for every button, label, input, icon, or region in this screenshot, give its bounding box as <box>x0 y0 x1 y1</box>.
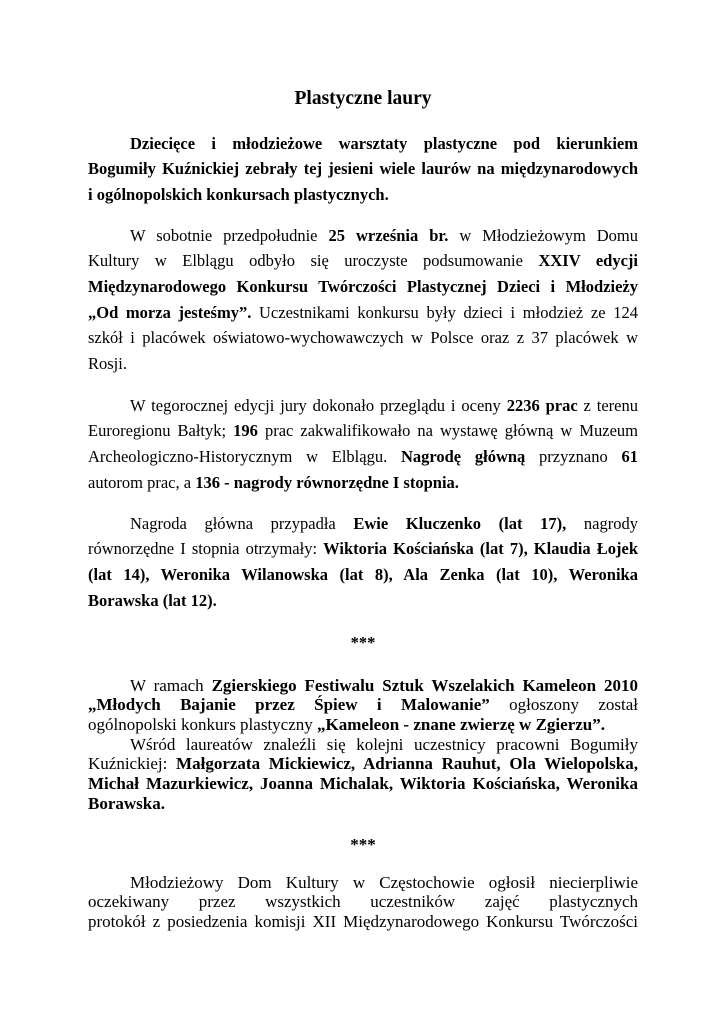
bold-text-run: Dziecięce i młodzieżowe warsztaty plastyczne pod kierunkiem <box>130 133 638 153</box>
bold-text-run: „Kameleon - znane zwierzę w Zgierzu”. <box>317 714 605 734</box>
text-run: W sobotnie przedpołudnie <box>130 225 329 245</box>
bold-text-run: XXIV edycji <box>538 251 638 271</box>
paragraph-line <box>88 511 638 537</box>
text-run: Kultury w Elblągu odbyło się uroczyste podsumowanie <box>88 251 539 271</box>
text-run: Młodzieżowy Dom Kultury w Częstochowie ogłosił niecierpliwie <box>130 872 638 892</box>
paragraph <box>88 511 638 614</box>
paragraph-line <box>88 735 638 755</box>
text-run: Uczestnikami konkursu były dzieci i młodzież ze 124 <box>251 302 638 322</box>
section-separator: *** <box>350 633 376 652</box>
bold-text-run: Bogumiły Kuźnickiej zebrały tej jesieni wiele laurów na międzynarodowych <box>88 159 638 179</box>
bold-text-run: 136 - nagrody równorzędne I stopnia. <box>195 472 459 492</box>
paragraph-line <box>88 444 638 470</box>
paragraph-line <box>88 588 638 614</box>
paragraph-line <box>88 223 638 249</box>
paragraph <box>88 676 638 735</box>
text-run: autorom prac, a <box>88 472 196 492</box>
bold-text-run: Zgierskiego Festiwalu Sztuk Wszelakich Kameleon 2010 <box>211 675 638 695</box>
paragraph-line <box>88 774 638 794</box>
text-run: przyznano <box>525 446 622 466</box>
bold-text-run: 25 września br. <box>328 225 449 245</box>
text-run: nagrody <box>566 513 638 533</box>
paragraph-line <box>88 156 638 182</box>
bold-text-run: Borawska (lat 12). <box>88 590 217 610</box>
text-run: Nagroda główna przypadła <box>130 513 354 533</box>
bold-text-run: Ewie Kluczenko (lat 17), <box>353 513 567 533</box>
text-run: W ramach <box>130 675 212 695</box>
paragraph-line <box>88 912 638 932</box>
text-run: Archeologiczno-Historycznym w Elblągu. <box>88 446 401 466</box>
bold-text-run: Nagrodę główną <box>400 446 526 466</box>
bold-text-run: (lat 14), Weronika Wilanowska (lat 8), Ala Zenka (lat 10), Weronika <box>88 564 638 584</box>
paragraph-line <box>88 695 638 715</box>
text-run: Rosji. <box>88 354 127 374</box>
bold-text-run: „Młodych Bajanie przez Śpiew i Malowanie” <box>88 695 490 715</box>
text-run: ogólnopolski konkurs plastyczny <box>88 714 318 734</box>
paragraph-line <box>88 351 638 377</box>
paragraph-line <box>88 536 638 562</box>
paragraph-line <box>88 676 638 696</box>
lead-paragraph <box>88 131 638 208</box>
text-run: równorzędne I stopnia otrzymały: <box>88 539 324 559</box>
paragraph-line <box>88 715 638 735</box>
paragraph-line <box>88 892 638 912</box>
bold-text-run: „Od morza jesteśmy”. <box>88 302 252 322</box>
paragraph-line <box>88 562 638 588</box>
paragraph <box>88 393 638 496</box>
text-run: ogłoszony został <box>489 695 638 715</box>
paragraph-line <box>88 418 638 444</box>
text-run: protokół z posiedzenia komisji XII Międzynarodowego Konkursu Twórczości <box>88 911 638 931</box>
text-run: W tegorocznej edycji jury dokonało przeglądu i oceny <box>130 395 507 415</box>
section-separator: *** <box>350 835 376 854</box>
bold-text-run: 61 <box>621 446 638 466</box>
paragraph-line <box>88 300 638 326</box>
bold-text-run: Michał Mazurkiewicz, Joanna Michalak, Wiktoria Kościańska, Weronika <box>88 773 638 793</box>
paragraph-line <box>88 470 638 496</box>
paragraph-line <box>88 248 638 274</box>
text-run: prac zakwalifikowało na wystawę główną w Muzeum <box>257 421 638 441</box>
document-title: Plastyczne laury <box>294 88 432 109</box>
bold-text-run: 196 <box>233 421 258 441</box>
bold-text-run: Borawska. <box>88 793 165 813</box>
paragraph <box>88 873 638 932</box>
bold-text-run: Międzynarodowego Konkursu Twórczości Plastycznej Dzieci i Młodzieży <box>88 276 638 296</box>
paragraph-line <box>88 274 638 300</box>
paragraph-line <box>88 794 638 814</box>
paragraph-line <box>88 873 638 893</box>
bold-text-run: Małgorzata Mickiewicz, Adrianna Rauhut, Ola Wielopolska, <box>176 754 638 774</box>
paragraph-line <box>88 393 638 419</box>
bold-text-run: i ogólnopolskich konkursach plastycznych. <box>88 184 389 204</box>
text-run: Kuźnickiej: <box>88 754 177 774</box>
paragraph-line <box>88 325 638 351</box>
paragraph-line <box>88 754 638 774</box>
paragraph-line <box>88 182 638 208</box>
paragraph-line <box>88 131 638 157</box>
text-run: szkół i placówek oświatowo-wychowawczych w Polsce oraz z 37 placówek w <box>88 328 638 348</box>
paragraph <box>88 735 638 814</box>
text-run: w Młodzieżowym Domu <box>448 225 638 245</box>
text-run: Euroregionu Bałtyk; <box>88 421 234 441</box>
bold-text-run: 2236 prac <box>506 395 578 415</box>
paragraph <box>88 223 638 377</box>
bold-text-run: Wiktoria Kościańska (lat 7), Klaudia Łojek <box>323 539 638 559</box>
text-run: oczekiwany przez wszystkich uczestników zajęć plastycznych <box>88 892 638 912</box>
text-run: z terenu <box>577 395 638 415</box>
text-run: Wśród laureatów znaleźli się kolejni uczestnicy pracowni Bogumiły <box>130 734 638 754</box>
